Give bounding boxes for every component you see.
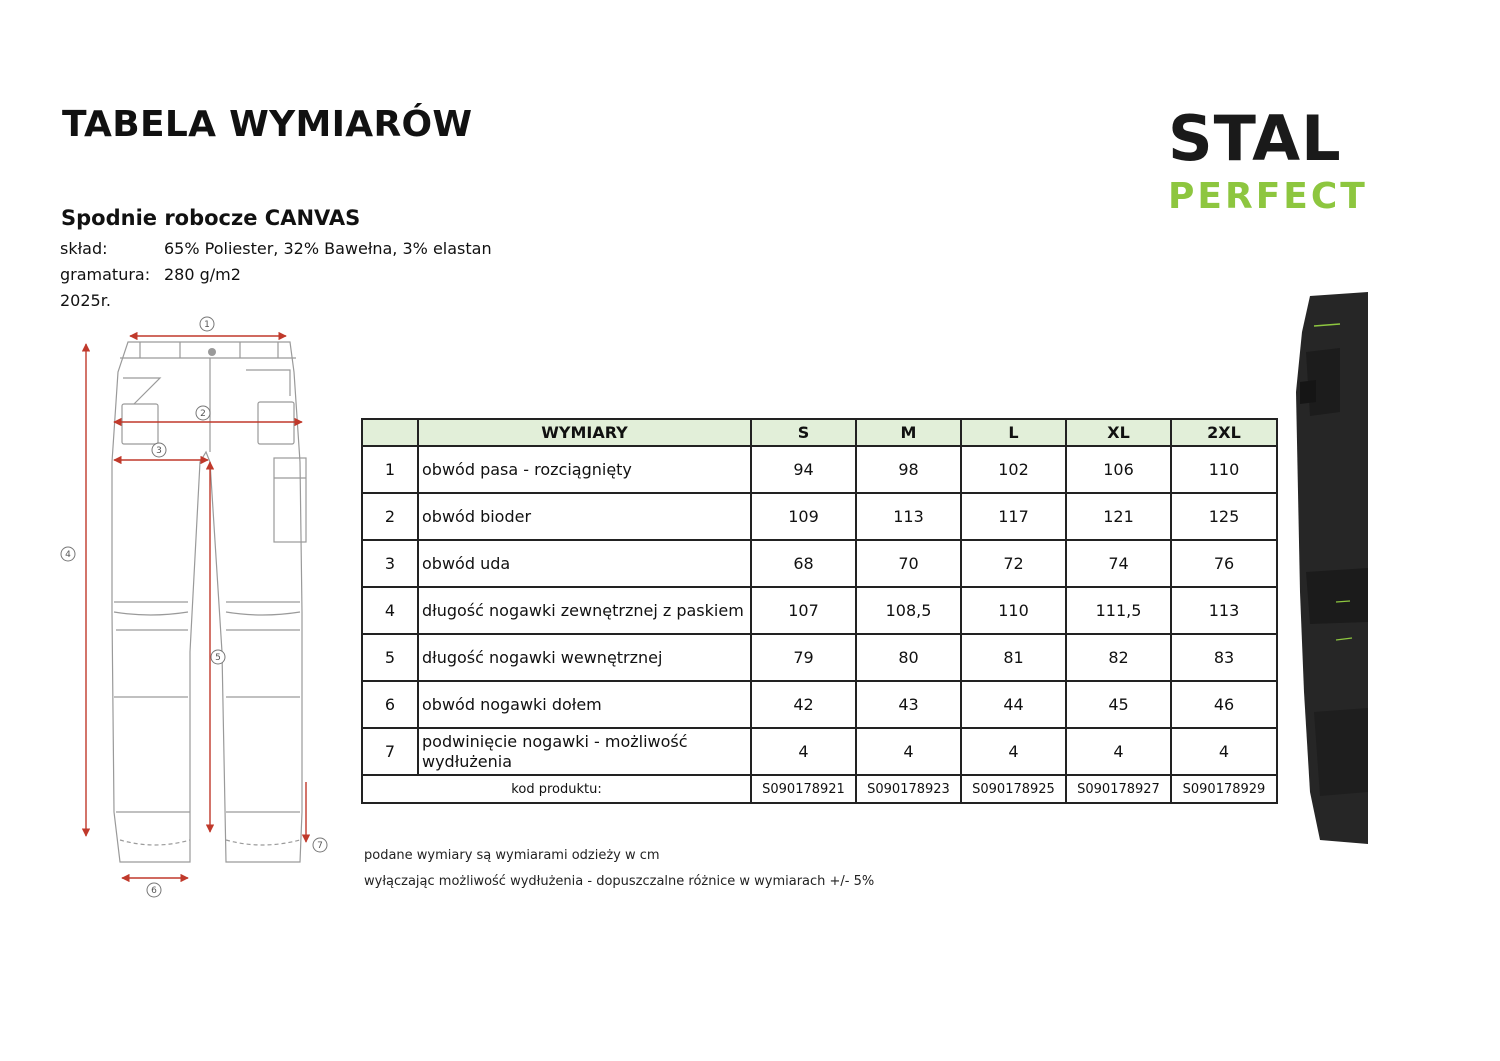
cell-value: 98 — [856, 446, 961, 493]
cell-value: 108,5 — [856, 587, 961, 634]
brand-logo — [1166, 108, 1368, 218]
table-header-row — [362, 419, 1277, 446]
product-code-label: kod produktu: — [362, 775, 751, 803]
row-number: 7 — [362, 728, 418, 775]
cell-value: 4 — [961, 728, 1066, 775]
cell-value: 109 — [751, 493, 856, 540]
cell-value: 102 — [961, 446, 1066, 493]
row-label: długość nogawki wewnętrznej — [418, 634, 751, 681]
header-no — [362, 419, 418, 446]
row-number: 4 — [362, 587, 418, 634]
product-code: S090178925 — [961, 775, 1066, 803]
row-number: 2 — [362, 493, 418, 540]
row-number: 3 — [362, 540, 418, 587]
table-row — [362, 728, 1277, 775]
trousers-technical-drawing — [50, 312, 350, 902]
cell-value: 44 — [961, 681, 1066, 728]
table-row — [362, 587, 1277, 634]
product-code: S090178923 — [856, 775, 961, 803]
spec-value: 280 g/m2 — [164, 265, 241, 284]
spec-label: 2025r. — [60, 291, 111, 310]
row-label: obwód pasa - rozciągnięty — [418, 446, 751, 493]
cell-value: 106 — [1066, 446, 1171, 493]
diagram-marker-5: 5 — [215, 653, 221, 663]
logo-text-stal: STAL — [1168, 108, 1342, 175]
row-number: 1 — [362, 446, 418, 493]
row-label: długość nogawki zewnętrznej z paskiem — [418, 587, 751, 634]
spec-label: gramatura: — [60, 265, 151, 284]
product-photo — [1280, 292, 1368, 844]
cell-value: 42 — [751, 681, 856, 728]
row-label: podwinięcie nogawki - możliwość wydłużenia — [418, 728, 751, 775]
cell-value: 46 — [1171, 681, 1277, 728]
logo-text-perfect: PERFECT — [1168, 176, 1368, 217]
cell-value: 113 — [1171, 587, 1277, 634]
diagram-marker-6: 6 — [151, 886, 157, 896]
cell-value: 125 — [1171, 493, 1277, 540]
page-title: TABELA WYMIARÓW — [62, 104, 473, 145]
spec-value: 65% Poliester, 32% Bawełna, 3% elastan — [164, 239, 492, 258]
diagram-marker-7: 7 — [317, 841, 323, 851]
cell-value: 113 — [856, 493, 961, 540]
cell-value: 117 — [961, 493, 1066, 540]
cell-value: 76 — [1171, 540, 1277, 587]
header-size: M — [856, 419, 961, 446]
cell-value: 72 — [961, 540, 1066, 587]
diagram-marker-2: 2 — [200, 409, 206, 419]
product-code: S090178921 — [751, 775, 856, 803]
cell-value: 81 — [961, 634, 1066, 681]
note-units: podane wymiary są wymiarami odzieży w cm — [364, 848, 660, 863]
header-size: XL — [1066, 419, 1171, 446]
row-label: obwód bioder — [418, 493, 751, 540]
diagram-marker-3: 3 — [156, 446, 162, 456]
product-code-row — [362, 775, 1277, 803]
diagram-marker-1: 1 — [204, 320, 210, 330]
cell-value: 80 — [856, 634, 961, 681]
row-number: 6 — [362, 681, 418, 728]
cell-value: 83 — [1171, 634, 1277, 681]
cell-value: 107 — [751, 587, 856, 634]
cell-value: 68 — [751, 540, 856, 587]
table-row — [362, 540, 1277, 587]
cell-value: 111,5 — [1066, 587, 1171, 634]
header-size: L — [961, 419, 1066, 446]
row-label: obwód nogawki dołem — [418, 681, 751, 728]
cell-value: 110 — [1171, 446, 1277, 493]
header-size: S — [751, 419, 856, 446]
header-measurements: WYMIARY — [418, 419, 751, 446]
cell-value: 4 — [1066, 728, 1171, 775]
table-row — [362, 446, 1277, 493]
note-tolerance: wyłączając możliwość wydłużenia - dopuszczalne różnice w wymiarach +/- 5% — [364, 874, 875, 889]
diagram-marker-4: 4 — [65, 550, 71, 560]
cell-value: 94 — [751, 446, 856, 493]
cell-value: 43 — [856, 681, 961, 728]
table-row — [362, 634, 1277, 681]
cell-value: 4 — [1171, 728, 1277, 775]
table-row — [362, 681, 1277, 728]
cell-value: 45 — [1066, 681, 1171, 728]
cell-value: 110 — [961, 587, 1066, 634]
product-code: S090178929 — [1171, 775, 1277, 803]
product-name: Spodnie robocze CANVAS — [61, 206, 361, 230]
cell-value: 70 — [856, 540, 961, 587]
table-row — [362, 493, 1277, 540]
row-number: 5 — [362, 634, 418, 681]
cell-value: 4 — [856, 728, 961, 775]
cell-value: 74 — [1066, 540, 1171, 587]
cell-value: 4 — [751, 728, 856, 775]
spec-label: skład: — [60, 239, 108, 258]
cell-value: 79 — [751, 634, 856, 681]
row-label: obwód uda — [418, 540, 751, 587]
cell-value: 121 — [1066, 493, 1171, 540]
product-code: S090178927 — [1066, 775, 1171, 803]
size-table — [361, 418, 1278, 804]
cell-value: 82 — [1066, 634, 1171, 681]
header-size: 2XL — [1171, 419, 1277, 446]
